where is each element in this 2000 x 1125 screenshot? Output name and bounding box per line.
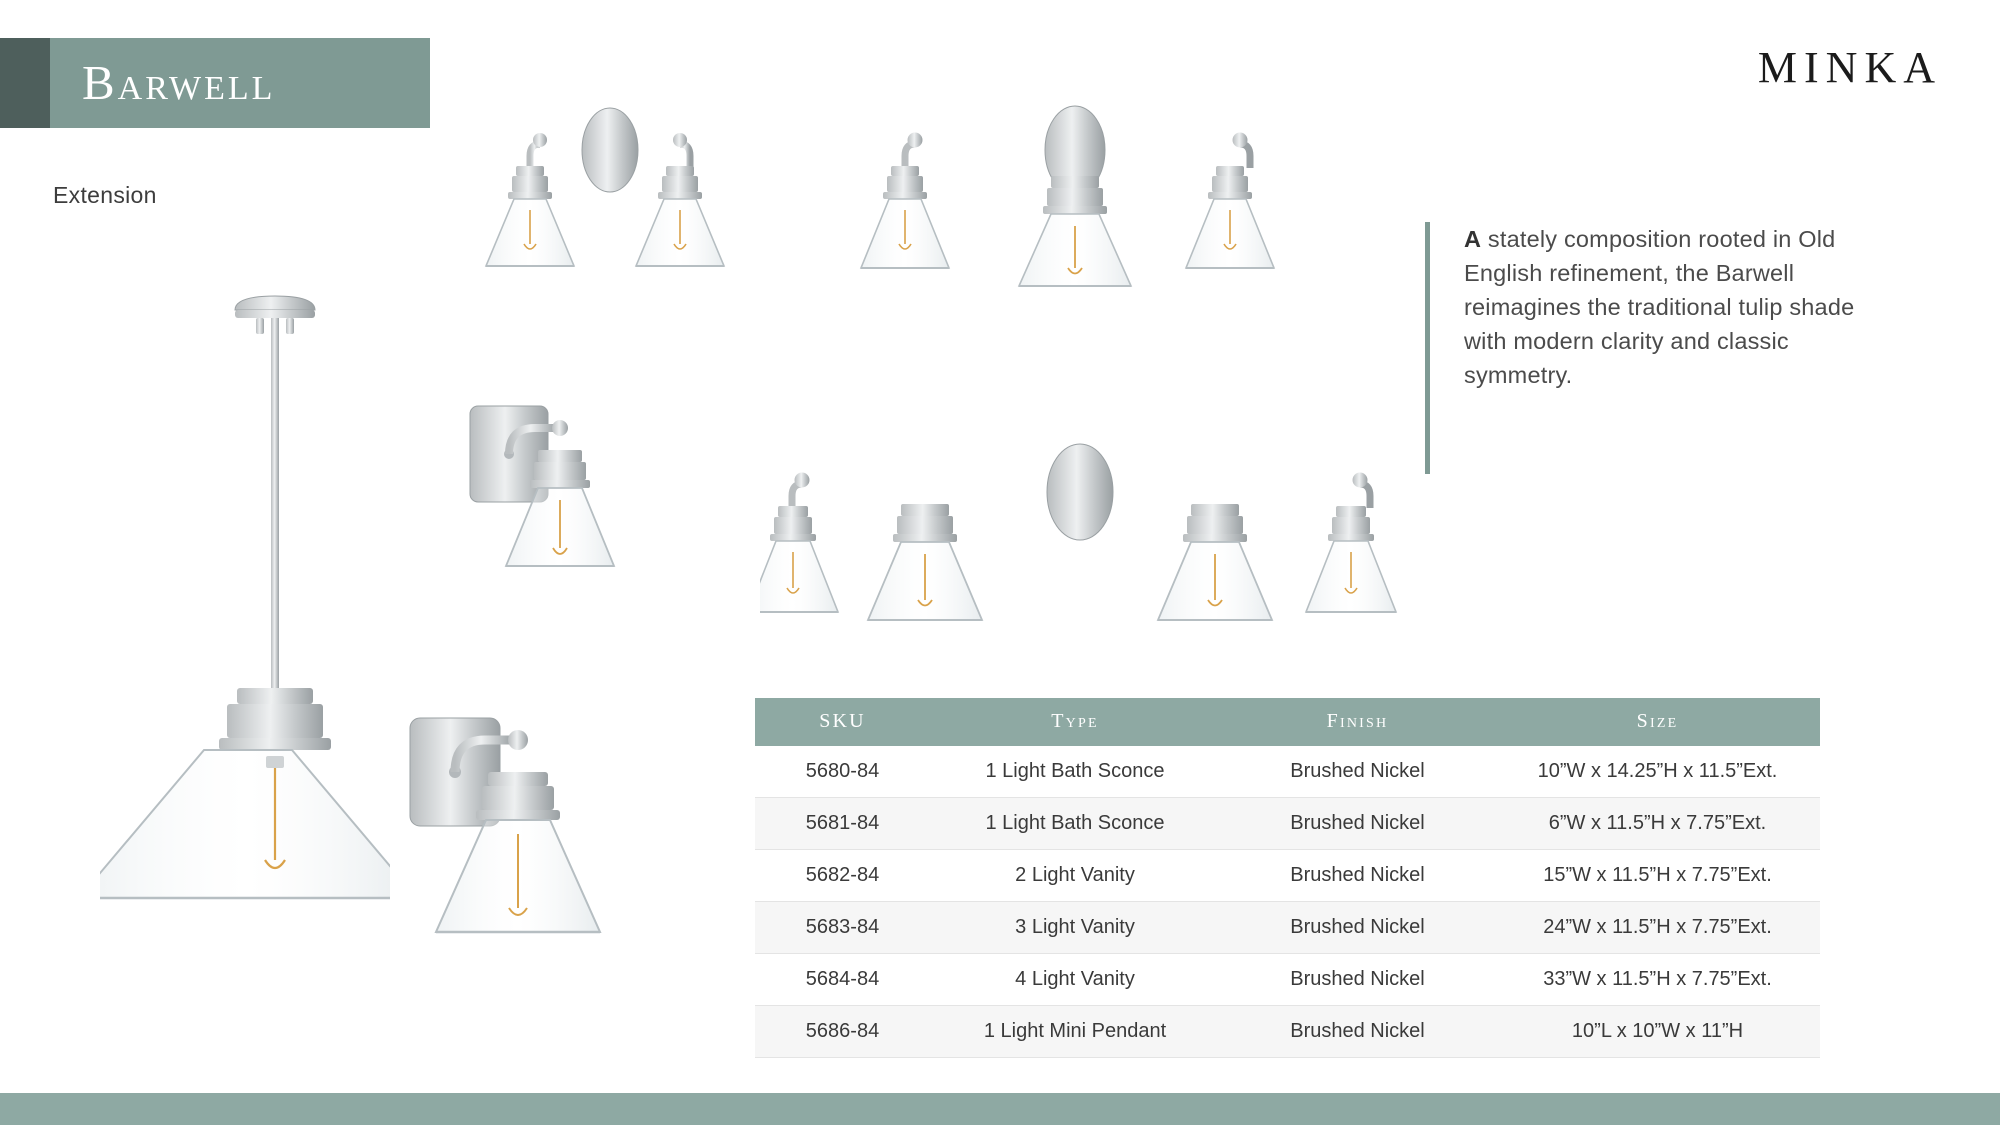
description-text [1464,222,1855,474]
cell-type: 1 Light Bath Sconce [930,798,1220,850]
cell-finish: Brushed Nickel [1220,798,1495,850]
column-header-sku: SKU [755,698,930,746]
vanity-2-light-icon [470,70,750,320]
cell-size: 10”L x 10”W x 11”H [1495,1006,1820,1058]
cell-sku: 5686-84 [755,1006,930,1058]
description-rule [1425,222,1430,474]
description-body: stately composition rooted in Old English refinement, the Barwell reimagines the traditional tulip shade with modern clarity and classic symmetry. [1464,226,1855,389]
cell-size: 15”W x 11.5”H x 7.75”Ext. [1495,850,1820,902]
cell-type: 1 Light Mini Pendant [930,1006,1220,1058]
cell-type: 2 Light Vanity [930,850,1220,902]
cell-size: 24”W x 11.5”H x 7.75”Ext. [1495,902,1820,954]
cell-finish: Brushed Nickel [1220,1006,1495,1058]
table-row [755,850,1820,902]
column-header-size: Size [1495,698,1820,746]
cell-size: 33”W x 11.5”H x 7.75”Ext. [1495,954,1820,1006]
vanity-3-light-icon [855,58,1295,323]
cell-sku: 5683-84 [755,902,930,954]
title-accent-block [0,38,50,128]
table-row [755,1006,1820,1058]
column-header-finish: Finish [1220,698,1495,746]
table-row [755,902,1820,954]
cell-finish: Brushed Nickel [1220,850,1495,902]
description-lead: A [1464,226,1482,252]
brand-logo: MINKA [1757,43,1942,92]
cell-sku: 5684-84 [755,954,930,1006]
sconce-large-icon [400,700,660,1030]
cell-size: 6”W x 11.5”H x 7.75”Ext. [1495,798,1820,850]
cell-sku: 5680-84 [755,746,930,798]
table-row [755,798,1820,850]
page-title: Barwell [82,55,276,110]
cell-sku: 5681-84 [755,798,930,850]
cell-finish: Brushed Nickel [1220,746,1495,798]
cell-type: 1 Light Bath Sconce [930,746,1220,798]
column-header-type: Type [930,698,1220,746]
table-header-row [755,698,1820,746]
table-row [755,954,1820,1006]
cell-type: 4 Light Vanity [930,954,1220,1006]
cell-type: 3 Light Vanity [930,902,1220,954]
description-block [1425,222,1855,474]
specification-table [755,698,1820,1058]
cell-sku: 5682-84 [755,850,930,902]
cell-finish: Brushed Nickel [1220,954,1495,1006]
vanity-4-light-icon [760,392,1405,667]
mini-pendant-icon [100,258,390,998]
cell-size: 10”W x 14.25”H x 11.5”Ext. [1495,746,1820,798]
footer-bar [0,1093,2000,1125]
page-subtitle: Extension [53,182,157,208]
table-row [755,746,1820,798]
sconce-small-icon [448,398,658,678]
cell-finish: Brushed Nickel [1220,902,1495,954]
